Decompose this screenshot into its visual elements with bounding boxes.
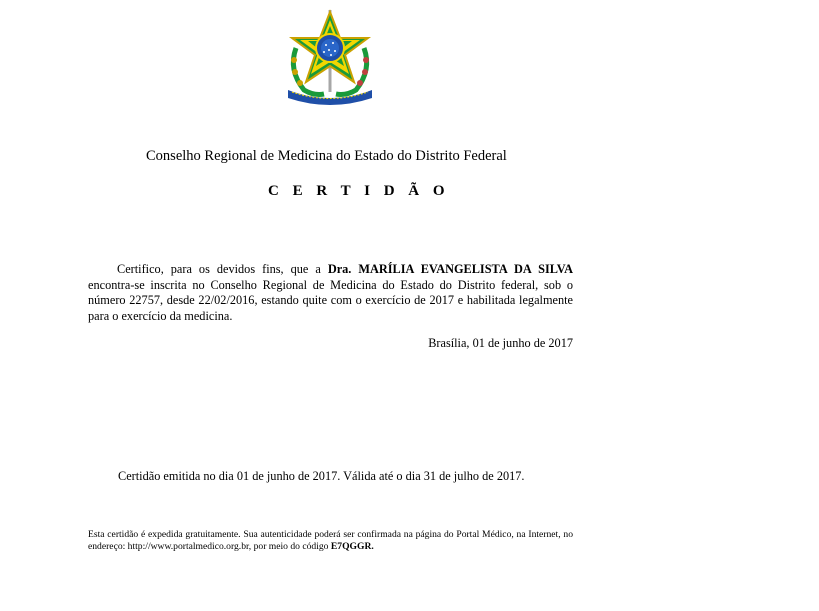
validity-statement: Certidão emitida no dia 01 de junho de 2017. Válida até o dia 31 de julho de 2017. <box>118 469 525 483</box>
authenticity-text: Esta certidão é expedida gratuitamente. Sua autenticidade poderá ser confirmada na página do Portal Médico, na Internet, no endereço: http://www.portalmedico.org.br, por meio do código <box>88 529 573 552</box>
organization-name: Conselho Regional de Medicina do Estado do Distrito Federal <box>146 148 507 164</box>
certificate-intro: Certifico, para os devidos fins, que a <box>117 262 328 276</box>
doctor-name: Dra. MARÍLIA EVANGELISTA DA SILVA <box>327 262 573 276</box>
brazil-coat-of-arms-icon <box>282 8 378 108</box>
authenticity-note <box>88 529 573 552</box>
verification-code: E7QGGR. <box>330 540 374 552</box>
certificate-body <box>88 262 573 324</box>
document-title: C E R T I D Ã O <box>268 183 450 199</box>
place-date: Brasília, 01 de junho de 2017 <box>428 336 573 350</box>
certificate-details: encontra-se inscrita no Conselho Regional de Medicina do Estado do Distrito federal, sob o número 22757, desde 22/02/2016, estando quite com o exercício de 2017 e habilitada legalmente para o exercício da medicina. <box>88 277 573 323</box>
